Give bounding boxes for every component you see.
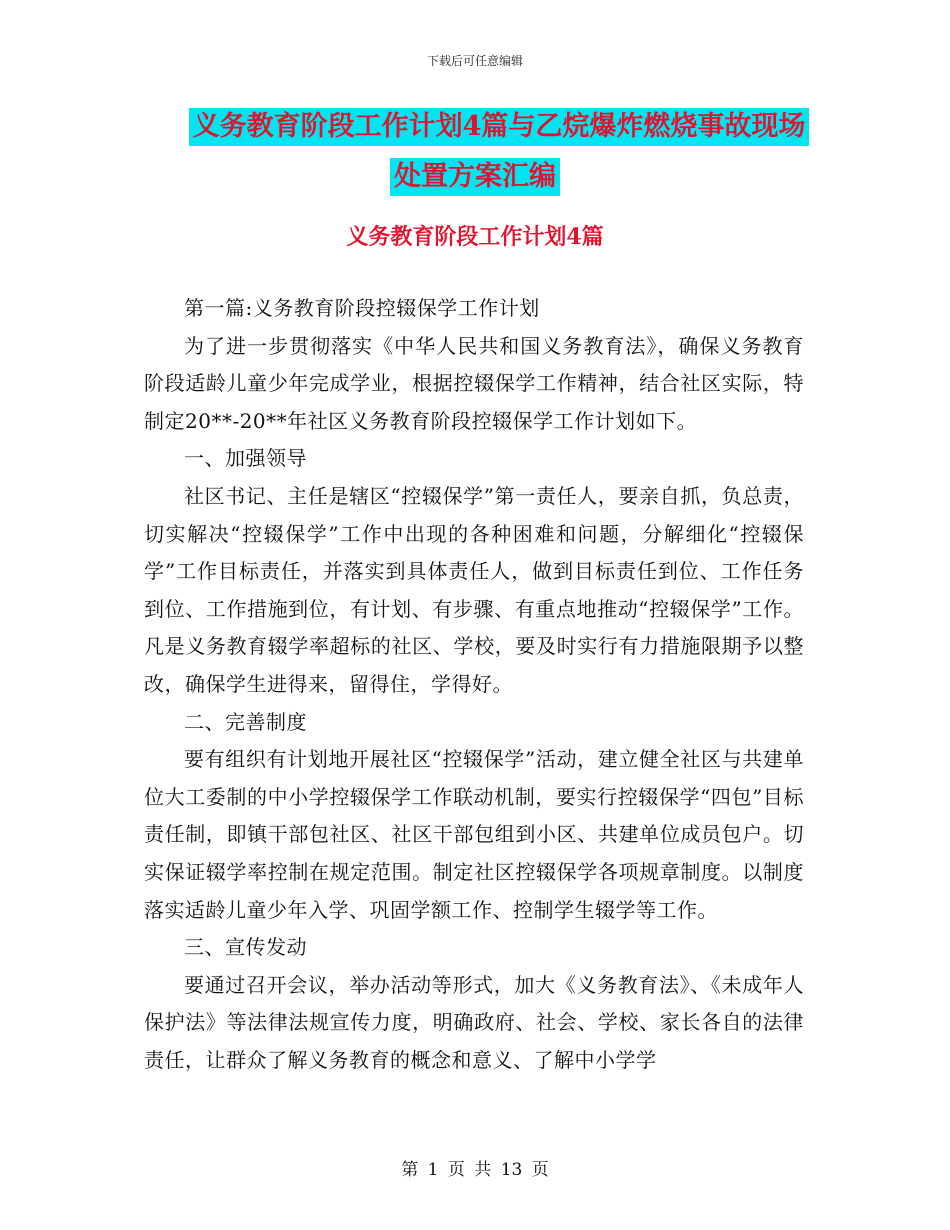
- paragraph-intro: 为了进一步贯彻落实《中华人民共和国义务教育法》，确保义务教育阶段适龄儿童少年完成学业，根据控辍保学工作精神，结合社区实际，特制定20**-20**年社区义务教育阶段控辍保学工作计划如下。: [144, 333, 804, 433]
- paragraph-heading-1: 一、加强领导: [184, 446, 307, 471]
- paragraph-publicity: 要通过召开会议，举办活动等形式，加大《义务教育法》、《未成年人保护法》等法律法规宣传力度，明确政府、社会、学校、家长各自的法律责任，让群众了解义务教育的概念和意义、了解中小学学: [144, 972, 804, 1072]
- document-title-line-1: 义务教育阶段工作计划4篇与乙烷爆炸燃烧事故现场: [189, 108, 810, 146]
- paragraph-part-heading: 第一篇:义务教育阶段控辍保学工作计划: [184, 296, 540, 320]
- page-header-note: 下载后可任意编辑: [426, 54, 523, 68]
- paragraph-heading-3: 三、宣传发动: [184, 935, 307, 960]
- document-title-line-2: 处置方案汇编: [390, 158, 560, 196]
- document-body: [144, 290, 804, 1079]
- section-title: 义务教育阶段工作计划4篇: [346, 224, 604, 250]
- paragraph-heading-2: 二、完善制度: [184, 709, 307, 734]
- page-number-footer: 第 1 页 共 13 页: [401, 1160, 549, 1180]
- paragraph-system: 要有组织有计划地开展社区“控辍保学”活动，建立健全社区与共建单位大工委制的中小学控辍保学工作联动机制，要实行控辍保学“四包”目标责任制，即镇干部包社区、社区干部包组到小区、共建单位成员包户。切实保证辍学率控制在规定范围。制定社区控辍保学各项规章制度。以制度落实适龄儿童少年入学、巩固学额工作、控制学生辍学等工作。: [144, 747, 804, 922]
- document-title: [0, 108, 950, 208]
- paragraph-leadership: 社区书记、主任是辖区“控辍保学”第一责任人，要亲自抓，负总责，切实解决“控辍保学”工作中出现的各种困难和问题，分解细化“控辍保学”工作目标责任，并落实到具体责任人，做到目标责任到位、工作任务到位、工作措施到位，有计划、有步骤、有重点地推动“控辍保学”工作。凡是义务教育辍学率超标的社区、学校，要及时实行有力措施限期予以整改，确保学生进得来，留得住，学得好。: [144, 483, 804, 696]
